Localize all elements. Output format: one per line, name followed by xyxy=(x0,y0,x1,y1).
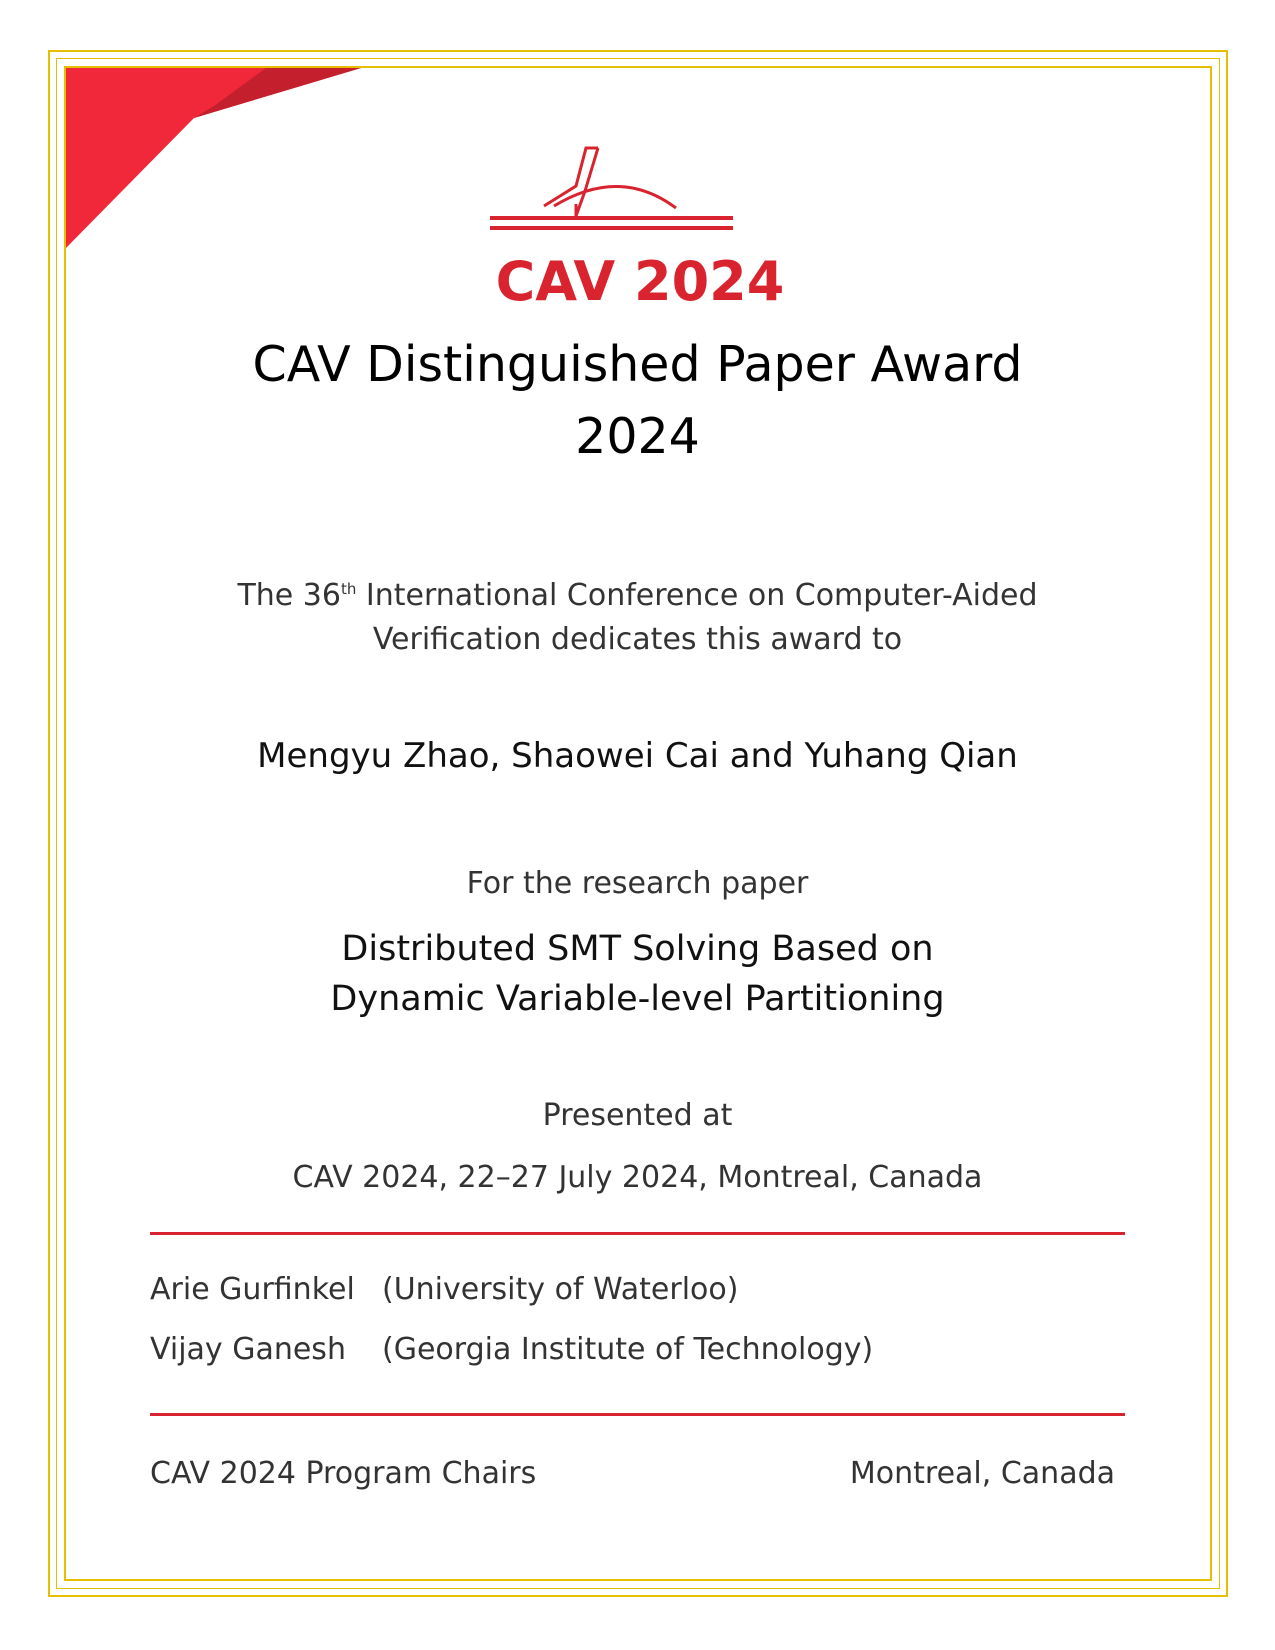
divider-bottom xyxy=(150,1413,1125,1416)
ordinal-suffix: th xyxy=(340,580,357,598)
chair-affiliation: (University of Waterloo) xyxy=(382,1272,739,1307)
paper-title-line-2: Dynamic Variable-level Partitioning xyxy=(330,979,945,1019)
dedication-line-1 xyxy=(0,574,1275,618)
chair-row xyxy=(150,1332,873,1367)
chair-row xyxy=(150,1272,738,1307)
logo-text: CAV 2024 xyxy=(495,250,785,313)
dedication-line-1-pre: The 36 xyxy=(237,578,341,613)
presented-label: Presented at xyxy=(542,1098,733,1133)
award-year: 2024 xyxy=(575,408,700,465)
divider-top xyxy=(150,1232,1125,1235)
chair-affiliation: (Georgia Institute of Technology) xyxy=(382,1332,874,1367)
chair-name: Vijay Ganesh xyxy=(150,1332,346,1367)
red-corner-decoration xyxy=(66,68,366,253)
paper-intro: For the research paper xyxy=(466,866,809,901)
presented-event: CAV 2024, 22–27 July 2024, Montreal, Canada xyxy=(292,1160,983,1195)
recipients: Mengyu Zhao, Shaowei Cai and Yuhang Qian xyxy=(257,736,1018,776)
chair-name: Arie Gurfinkel xyxy=(150,1272,355,1307)
dedication-line-1-post: International Conference on Computer-Aided xyxy=(356,578,1038,613)
footer-location: Montreal, Canada xyxy=(849,1456,1115,1491)
paper-title-line-1: Distributed SMT Solving Based on xyxy=(341,929,934,969)
paper-title xyxy=(0,924,1275,1024)
award-title: CAV Distinguished Paper Award xyxy=(252,336,1023,393)
dedication-line-2: Verification dedicates this award to xyxy=(372,622,903,657)
footer-program-chairs: CAV 2024 Program Chairs xyxy=(150,1456,537,1491)
dedication-text xyxy=(0,574,1275,662)
